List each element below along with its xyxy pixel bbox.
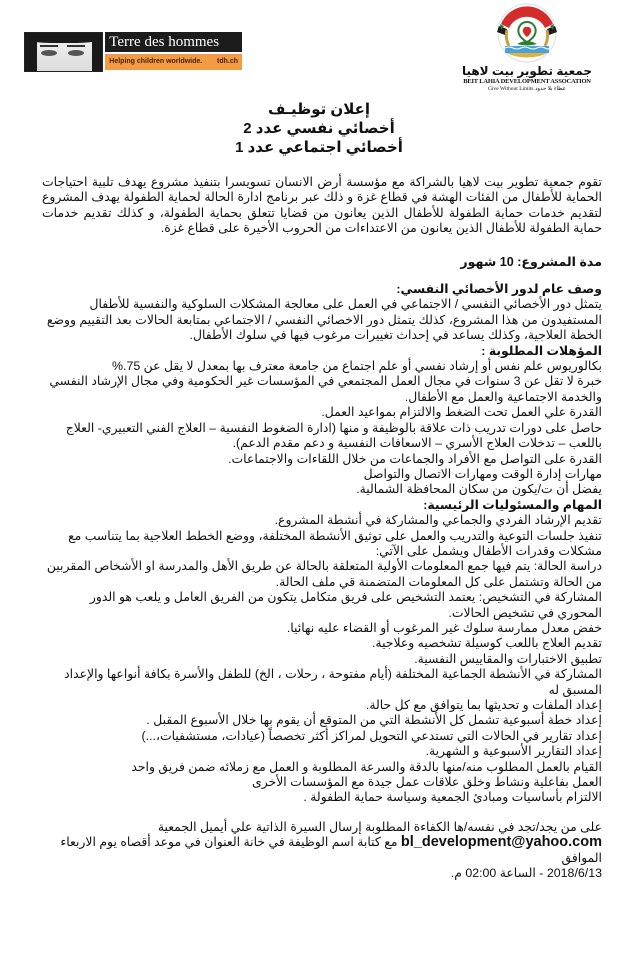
qualification-item: بكالوريوس علم نفس أو إرشاد نفسي أو علم اجتماع من جامعة معترف بها بمعدل لا يقل عن 75.% xyxy=(111,359,602,374)
qualification-item: حاصل على دورات تدريب ذات علاقة بالوظيفة و منها (ادارة الضغوط النفسية – العلاج الفني التعبيري- العلاج باللعب – تدخلات العلاج الأسري – الاسعافات النفسية و دعم مقدم الدعم). xyxy=(65,420,602,451)
project-duration: مدة المشروع: 10 شهور xyxy=(460,254,602,269)
title-job-announcement: إعلان توظيـف xyxy=(267,101,371,118)
responsibility-item: إعداد التقارير الأسبوعية و الشهرية. xyxy=(425,744,602,759)
tdh-site: tdh.ch xyxy=(217,58,238,65)
terre-des-hommes-logo xyxy=(24,32,242,72)
tdh-tagline-text: Helping children worldwide. xyxy=(109,58,203,65)
qualification-item: خبرة لا تقل عن 3 سنوات في مجال العمل المجتمعي في المؤسسات غير الحكومية وفي مجال الإرشاد النفسي والخدمة الاجتماعية والعمل مع الأطفال. xyxy=(49,374,602,404)
association-name-english: BEIT LAHIA DEVELOPMENT ASSOCATION xyxy=(463,78,591,85)
association-emblem-icon xyxy=(495,2,559,64)
responsibility-item: تقديم الإرشاد الفردي والجماعي والمشاركة في أنشطة المشروع. xyxy=(274,513,602,528)
tdh-logo-tagline xyxy=(105,54,242,70)
title-psychologist-count: أخصائي نفسي عدد 2 xyxy=(243,120,395,137)
association-name-arabic: جمعية تطوير بيت لاهيا xyxy=(461,64,593,78)
responsibility-item: تطبيق الاختبارات والمقاييس النفسية. xyxy=(414,651,602,666)
application-instructions xyxy=(42,820,602,882)
responsibility-item: إعداد الملفات و تحديثها بما يتوافق مع كل حالة. xyxy=(365,698,602,712)
qualification-item: القدرة على التواصل مع الأفراد والجماعات من خلال اللقاءات والاجتماعات. xyxy=(228,451,602,466)
qualifications-heading: المؤهلات المطلوبة : xyxy=(481,343,602,358)
application-line-2-text: مع كتابة اسم الوظيفة في خانة العنوان في موعد أقصاه يوم الاربعاء الموافق xyxy=(60,835,602,865)
qualification-item: يفضل أن ت/يكون من سكان المحافظة الشمالية. xyxy=(356,482,602,497)
responsibility-item: المشاركة في التشخيص: يعتمد التشخيص على فريق متكامل يتكون من الفريق العامل و يلعب هو الدور المحوري في تشخيص الحالات. xyxy=(89,590,602,620)
qualification-item: القدرة علي العمل تحت الضغط والالتزام بمواعيد العمل. xyxy=(321,405,602,420)
intro-paragraph: تقوم جمعية تطوير بيت لاهيا بالشراكة مع مؤسسة أرض الانسان تسويسرا بتنفيذ مشروع يهدف تلبية احتياجات الحماية للأطفال من الفئات الهشة في قطاع غزة و ذلك عبر برنامج ادارة الحالة لحماية الطفولة يهدف المشروع لتقديم خدمات حماية الطفولة للأطفال الذين يعانون من قضايا تتعلق بحماية الطفولة، و كذلك تقديم خدمات حماية الطفولة للأطفال الذين يعانون من الاعتداءات من الحروب الأخيرة على قطاع غزة. xyxy=(42,175,602,236)
responsibility-item: تقديم العلاج باللعب كوسيلة تشخصيه وعلاجية. xyxy=(371,636,602,651)
association-slogan: Give Without Limits عطاء بلا حدود xyxy=(488,86,566,92)
announcement-body xyxy=(42,175,602,881)
responsibilities-heading: المهام والمسئوليات الرئيسية: xyxy=(423,497,602,512)
beit-lahia-logo xyxy=(452,2,602,100)
child-eyes-photo xyxy=(24,32,103,72)
responsibility-item: خفض معدل ممارسة سلوك غير المرغوب أو القضاء عليه نهائيا. xyxy=(286,620,602,635)
responsibility-item: إعداد خطة أسبوعية تشمل كل الأنشطة التي من المتوقع أن يقوم بها خلال الأسبوع المقبل . xyxy=(146,713,602,728)
application-line-2 xyxy=(42,835,602,866)
qualification-item: مهارات إدارة الوقت ومهارات الاتصال والتواصل xyxy=(363,466,602,481)
responsibility-item: تنفيذ جلسات التوعية والتدريب والعمل على توثيق الأنشطة المختلفة، ووضع الخطط العلاجية بما يتناسب مع مشكلات وقدرات الأطفال ويشمل على الآتي: xyxy=(68,528,602,558)
title-social-worker-count: أخصائي اجتماعي عدد 1 xyxy=(235,139,403,156)
tdh-logo-title: Terre des hommes xyxy=(105,32,242,52)
role-description-heading: وصف عام لدور الأخصائي النفسي: xyxy=(396,282,602,297)
qualifications-list xyxy=(42,359,602,498)
responsibility-item: الالتزام بأساسيات ومبادئ الجمعية وسياسة حماية الطفولة . xyxy=(303,790,602,805)
responsibility-item: العمل بفاعلية ونشاط وخلق علاقات عمل جيدة مع المؤسسات الأخرى xyxy=(252,775,602,790)
contact-email-link[interactable]: bl_development@yahoo.com xyxy=(400,834,602,851)
responsibility-item: دراسة الحالة: يتم فيها جمع المعلومات الأولية المتعلقة بالحالة عن طريق الأهل والمدرسة او الأشخاص المقربين من الحالة وتشتمل على كل المعلومات المتضمنة قي ملف الحالة. xyxy=(46,559,602,589)
application-deadline: 2018/6/13 - الساعة 02:00 م. xyxy=(450,866,602,881)
responsibility-item: القيام بالعمل المطلوب منه/منها بالدقة والسرعة المطلوبة و العمل مع زملائه ضمن فريق واحد xyxy=(131,759,602,774)
application-line-1: على من يجد/تجد في نفسه/ها الكفاءة المطلوبة إرسال السيرة الذاتية علي أيميل الجمعية xyxy=(157,819,602,834)
role-description-text: يتمثل دور الأخصائي النفسي / الاجتماعي في العمل على معالجة المشكلات السلوكية والنفسية للأطفال المستفيدون من هذا المشروع، كذلك يتمثل دور الاخصائي النفسي / الاجتماعي بمتابعة الحالات بعد التقييم ووضع الخطة العلاجية، وكذلك يساعد في إحداث تغييرات مرغوب فيها في سلوك الأطفال. xyxy=(46,297,602,343)
announcement-title xyxy=(0,100,638,157)
responsibility-item: إعداد تقارير في الحالات التي تستدعي التحويل لمراكز أكثر تخصصاً (عيادات، مستشفيات،...) xyxy=(141,728,602,743)
responsibility-item: المشاركة في الأنشطة الجماعية المختلفة (أيام مفتوحة ، رحلات ، الخ) للطفل والأسرة بكافة أنواعها والإعداد المسبق له xyxy=(64,667,602,697)
responsibilities-list xyxy=(42,513,602,806)
